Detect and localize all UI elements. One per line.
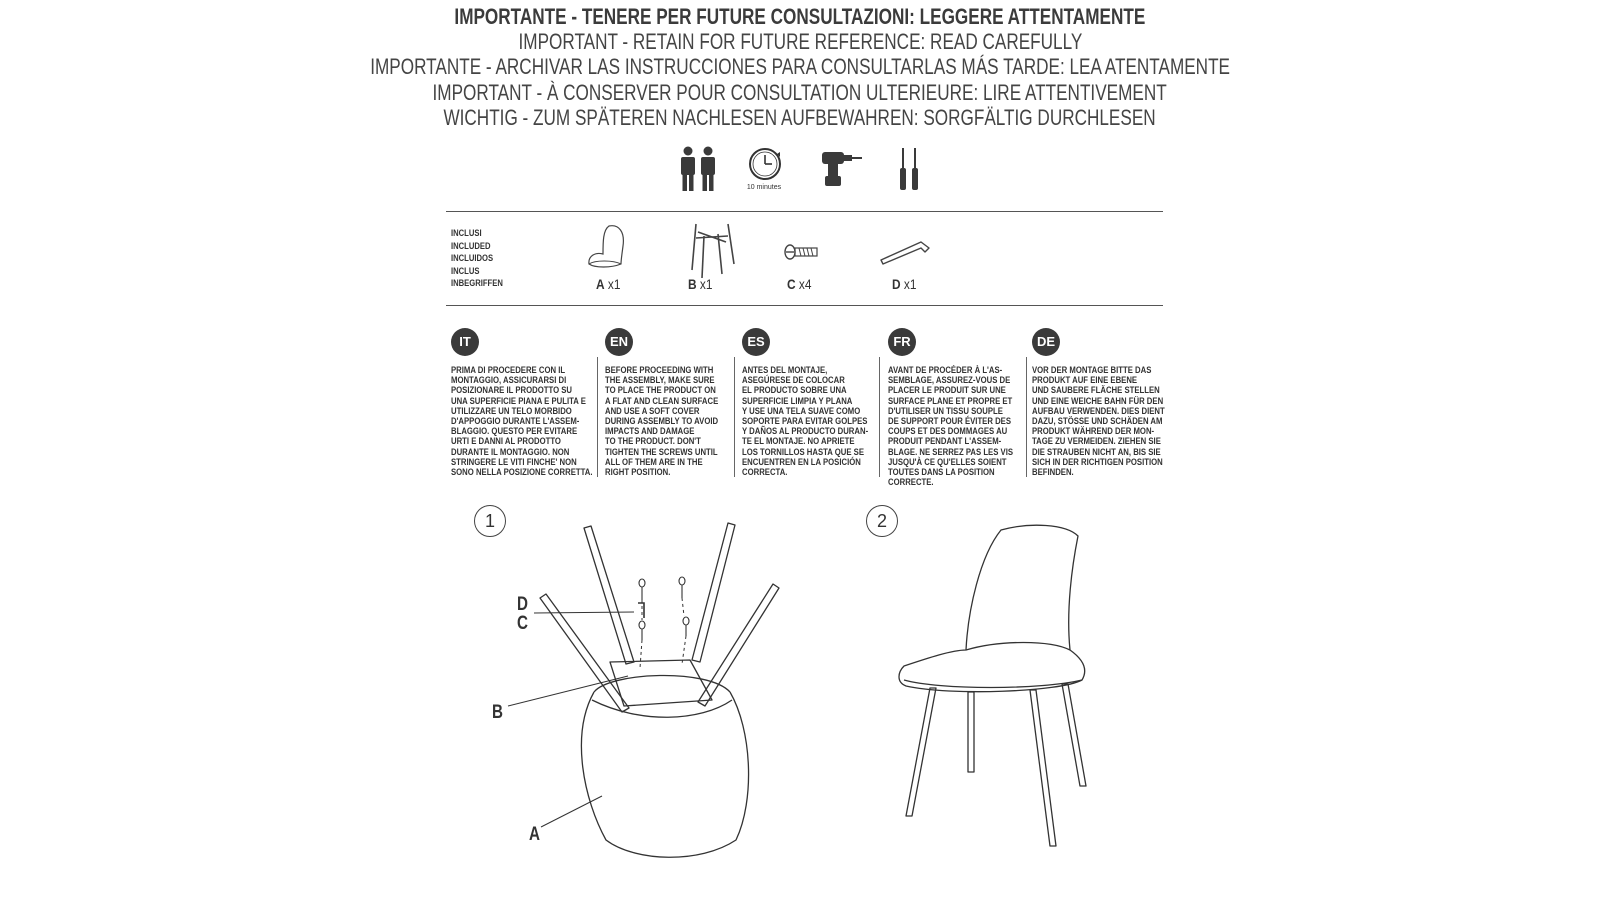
lang-badge-en: EN	[605, 328, 633, 356]
callout-d: D	[517, 594, 528, 615]
lang-badge-de: DE	[1032, 328, 1060, 356]
part-d-label: D x1	[892, 276, 917, 292]
time-caption: 10 minutes	[746, 184, 782, 191]
lang-badge-es: ES	[742, 328, 770, 356]
callout-b: B	[492, 702, 503, 723]
step-1-number: 1	[474, 505, 506, 537]
callout-c: C	[517, 613, 528, 634]
included-label: INCLUSI INCLUDED INCLUIDOS INCLUS INBEGRIFFEN	[451, 228, 503, 289]
header-line-fr: IMPORTANT - À CONSERVER POUR CONSULTATION ULTERIEURE: LIRE ATTENTIVEMENT	[432, 80, 1168, 105]
lang-badge-fr: FR	[888, 328, 916, 356]
instruction-en: BEFORE PROCEEDING WITH THE ASSEMBLY, MAKE SURE TO PLACE THE PRODUCT ON A FLAT AND CLEAN SURFACE AND USE A SOFT COVER DURING ASSEMBLY TO AVOID IMPACTS AND DAMAGE TO THE PRODUCT. DON'T TIGHTEN THE SCREWS UNTIL ALL OF THEM ARE IN THE RIGHT POSITION.	[605, 365, 719, 478]
header-line-en: IMPORTANT - RETAIN FOR FUTURE REFERENCE: READ CAREFULLY	[518, 29, 1082, 54]
instruction-fr: AVANT DE PROCÉDER À L'AS- SEMBLAGE, ASSUREZ-VOUS DE PLACER LE PRODUIT SUR UNE SURFACE PLANE ET PROPRE ET D'UTILISER UN TISSU SOUPLE DE SUPPORT POUR ÉVITER DES COUPS ET DES DOMMAGES AU PRODUIT PENDANT L'ASSEM- BLAGE. NE SERREZ PAS LES VIS JUSQU'À CE QU'ELLES SOIENT TOUTES DANS LA POSITION CORRECTE.	[888, 365, 1014, 488]
instruction-de: VOR DER MONTAGE BITTE DAS PRODUKT AUF EINE EBENE UND SAUBERE FLÄCHE STELLEN UND EINE WEICHE BAHN FÜR DEN AUFBAU VERWENDEN. DIES DIENT DAZU, STÖSSE UND SCHÄDEN AM PRODUKT WÄHREND DER MON- TAGE ZU VERMEIDEN. ZIEHEN SIE DIE STRAUBEN NICHT AN, BIS SIE SICH IN DER RICHTIGEN POSITION BEFINDEN.	[1032, 365, 1165, 478]
header-line-es: IMPORTANTE - ARCHIVAR LAS INSTRUCCIONES PARA CONSULTARLAS MÁS TARDE: LEA ATENTAMENTE	[370, 54, 1230, 79]
step-2-number: 2	[866, 505, 898, 537]
header-line-de: WICHTIG - ZUM SPÄTEREN NACHLESEN AUFBEWAHREN: SORGFÄLTIG DURCHLESEN	[443, 105, 1157, 130]
part-b-label: B x1	[688, 276, 713, 292]
part-a-label: A x1	[596, 276, 621, 292]
instruction-es: ANTES DEL MONTAJE, ASEGÚRESE DE COLOCAR EL PRODUCTO SOBRE UNA SUPERFICIE LIMPIA Y PLANA Y USE UNA TELA SUAVE COMO SOPORTE PARA EVITAR GOLPES Y DAÑOS AL PRODUCTO DURAN- TE EL MONTAJE. NO APRIETE LOS TORNILLOS HASTA QUE SE ENCUENTREN EN LA POSICIÓN CORRECTA.	[742, 365, 869, 478]
lang-badge-it: IT	[451, 328, 479, 356]
part-c-label: C x4	[787, 276, 812, 292]
instruction-it: PRIMA DI PROCEDERE CON IL MONTAGGIO, ASSICURARSI DI POSIZIONARE IL PRODOTTO SU UNA SUPERFICIE PIANA E PULITA E UTILIZZARE UN TELO MORBIDO D'APPOGGIO DURANTE L'ASSEM- BLAGGIO. QUESTO PER EVITARE URTI E DANNI AL PRODOTTO DURANTE IL MONTAGGIO. NON STRINGERE LE VITI FINCHE' NON SONO NELLA POSIZIONE CORRETTA.	[451, 365, 593, 478]
header-line-it: IMPORTANTE - TENERE PER FUTURE CONSULTAZIONI: LEGGERE ATTENTAMENTE	[454, 4, 1146, 29]
callout-a: A	[529, 824, 540, 845]
